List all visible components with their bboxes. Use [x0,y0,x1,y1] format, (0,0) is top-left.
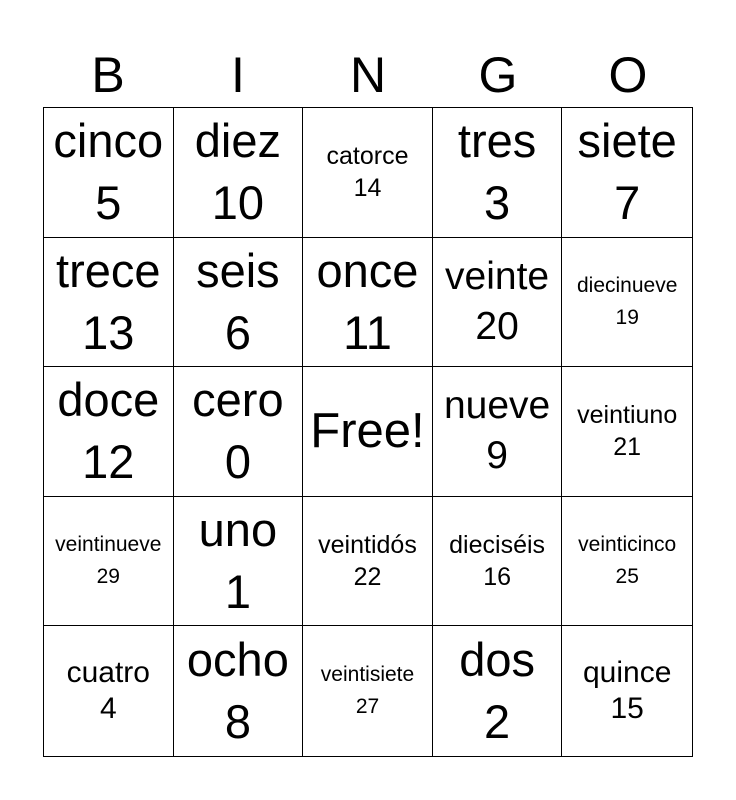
cell-number: 21 [613,433,642,462]
cell-number: 7 [614,176,641,230]
bingo-grid [43,107,693,757]
cell-number: 27 [355,695,380,719]
cell-number: 6 [224,305,251,359]
cell-word: veintinueve [55,533,162,557]
cell-word: cinco [53,114,164,168]
cell-word: cuatro [66,656,150,690]
cell-word: veintidós [318,531,417,560]
bingo-cell[interactable] [562,626,692,756]
cell-word: diecinueve [576,273,678,297]
cell-word: veinticinco [578,533,677,557]
cell-number: 13 [82,305,135,359]
cell-number: 11 [343,305,392,359]
cell-word: quince [582,656,672,690]
cell-word: cero [192,373,284,427]
cell-word: once [316,243,419,297]
cell-word: catorce [326,142,409,171]
cell-number: 10 [211,176,265,230]
header-letter-g: G [478,47,518,103]
cell-number: 8 [224,695,251,749]
bingo-cell[interactable] [303,497,433,627]
header-letter-i: I [231,47,245,103]
cell-number: 16 [483,563,511,592]
bingo-cell[interactable] [44,497,174,627]
cell-word: dieciséis [449,531,546,560]
cell-word: diez [194,114,281,168]
bingo-cell[interactable] [562,497,692,627]
header-letter-n: N [349,47,387,103]
cell-number: 2 [484,695,511,749]
cell-word: ocho [186,633,289,687]
cell-word: seis [196,243,280,297]
bingo-cell[interactable] [44,367,174,497]
cell-word: veintiuno [577,401,678,430]
free-space-label: Free! [310,404,425,459]
header-letter-o: O [608,47,648,103]
bingo-header [43,44,693,106]
bingo-cell[interactable] [433,238,563,368]
bingo-cell[interactable] [303,626,433,756]
cell-number: 12 [82,435,135,489]
cell-number: 3 [484,176,511,230]
bingo-cell[interactable] [562,367,692,497]
bingo-cell[interactable] [562,108,692,238]
bingo-cell[interactable] [303,108,433,238]
bingo-cell[interactable] [44,626,174,756]
cell-number: 20 [475,304,519,348]
cell-word: trece [56,243,161,297]
cell-word: siete [577,114,677,168]
bingo-cell[interactable] [433,497,563,627]
header-letter-b: B [91,47,125,103]
cell-word: nueve [443,384,551,428]
bingo-cell[interactable] [44,238,174,368]
bingo-cell[interactable] [562,238,692,368]
cell-word: doce [57,373,160,427]
cell-word: veintisiete [320,663,415,687]
cell-number: 1 [224,565,251,619]
bingo-cell[interactable] [433,108,563,238]
bingo-free-cell[interactable] [303,367,433,497]
bingo-cell[interactable] [433,626,563,756]
cell-number: 5 [95,176,122,230]
bingo-cell[interactable] [174,367,304,497]
cell-number: 25 [615,565,639,589]
cell-number: 4 [99,692,117,726]
cell-number: 14 [353,174,382,203]
cell-word: tres [457,114,537,168]
cell-word: veinte [445,254,550,298]
cell-number: 0 [224,435,251,489]
cell-number: 29 [96,565,120,589]
cell-number: 19 [615,305,639,329]
bingo-cell[interactable] [174,238,304,368]
cell-word: dos [459,633,535,687]
cell-number: 15 [610,692,644,726]
bingo-cell[interactable] [44,108,174,238]
bingo-cell[interactable] [174,108,304,238]
bingo-cell[interactable] [303,238,433,368]
cell-number: 9 [486,434,508,478]
cell-number: 22 [353,563,382,592]
bingo-cell[interactable] [433,367,563,497]
bingo-cell[interactable] [174,626,304,756]
bingo-cell[interactable] [174,497,304,627]
cell-word: uno [198,503,278,557]
